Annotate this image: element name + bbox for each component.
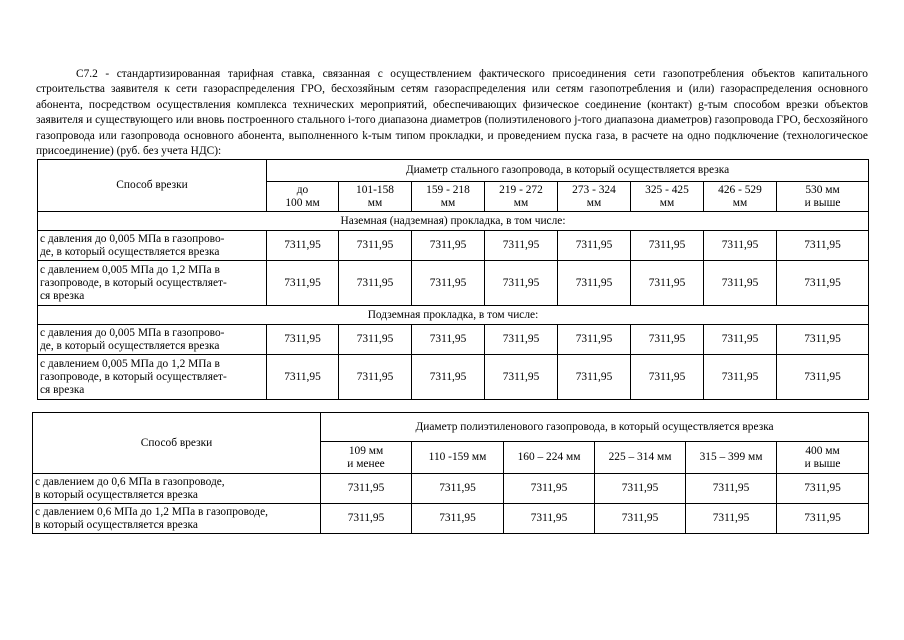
price-value: 7311,95 bbox=[356, 370, 394, 383]
price-cell bbox=[686, 474, 777, 504]
column-header bbox=[686, 442, 777, 474]
price-value: 7311,95 bbox=[648, 370, 686, 383]
price-value: 7311,95 bbox=[712, 482, 750, 494]
row-label-line: де, в который осуществляется врезка bbox=[40, 339, 220, 352]
price-cell bbox=[631, 231, 704, 261]
column-header-line: 225 – 314 мм bbox=[608, 451, 672, 463]
price-value: 7311,95 bbox=[530, 482, 568, 494]
price-cell bbox=[412, 474, 504, 504]
group-header-text: Диаметр полиэтиленового газопровода, в который осуществляется врезка bbox=[415, 420, 774, 433]
column-header-line: до bbox=[296, 183, 309, 196]
column-header bbox=[631, 182, 704, 212]
section-title-text: Наземная (надземная) прокладка, в том числе: bbox=[340, 214, 566, 227]
column-header-line: 109 мм bbox=[348, 444, 384, 457]
column-header-line: мм bbox=[367, 196, 383, 209]
price-value: 7311,95 bbox=[429, 276, 467, 289]
column-header-line: 325 - 425 bbox=[645, 183, 689, 196]
price-value: 7311,95 bbox=[804, 370, 841, 383]
column-header-line: мм bbox=[659, 196, 675, 209]
row-label-line: с давлением 0,6 МПа до 1,2 МПа в газопроводе, bbox=[35, 505, 268, 518]
column-header bbox=[412, 182, 485, 212]
price-cell bbox=[631, 261, 704, 306]
column-header-line: 426 - 529 bbox=[718, 183, 762, 196]
price-cell bbox=[504, 474, 595, 504]
polyethylene-pipe-table bbox=[32, 412, 869, 534]
price-cell bbox=[412, 261, 485, 306]
price-cell bbox=[777, 355, 869, 400]
price-cell bbox=[321, 504, 412, 534]
price-value: 7311,95 bbox=[284, 239, 321, 251]
price-cell bbox=[339, 325, 412, 355]
price-cell bbox=[267, 325, 339, 355]
column-header-line: 400 мм bbox=[805, 444, 840, 457]
table-header-row bbox=[33, 413, 869, 442]
price-cell bbox=[485, 261, 558, 306]
row-label-line: ся врезка bbox=[40, 383, 85, 396]
price-value: 7311,95 bbox=[621, 482, 659, 494]
section-title-row bbox=[38, 212, 869, 231]
price-cell bbox=[631, 355, 704, 400]
table-row bbox=[33, 474, 869, 504]
price-value: 7311,95 bbox=[502, 276, 540, 289]
row-label bbox=[33, 504, 321, 534]
method-header-text: Способ врезки bbox=[116, 179, 188, 191]
row-label-line: де, в который осуществляется врезка bbox=[40, 245, 220, 258]
price-cell bbox=[777, 231, 869, 261]
column-header-line: 219 - 272 bbox=[499, 183, 543, 196]
price-cell bbox=[485, 325, 558, 355]
price-value: 7311,95 bbox=[502, 333, 540, 345]
price-cell bbox=[558, 355, 631, 400]
price-value: 7311,95 bbox=[429, 370, 467, 383]
price-value: 7311,95 bbox=[804, 239, 841, 251]
price-value: 7311,95 bbox=[356, 239, 394, 251]
price-cell bbox=[412, 231, 485, 261]
row-label-line: с давлением до 0,6 МПа в газопроводе, bbox=[35, 475, 225, 488]
price-cell bbox=[321, 474, 412, 504]
price-cell bbox=[504, 504, 595, 534]
price-cell bbox=[558, 325, 631, 355]
column-header-line: 273 - 324 bbox=[572, 183, 616, 196]
column-header-line: 160 – 224 мм bbox=[517, 451, 581, 463]
group-header bbox=[267, 160, 869, 182]
price-value: 7311,95 bbox=[439, 482, 476, 494]
column-header bbox=[595, 442, 686, 474]
section-title-row bbox=[38, 306, 869, 325]
row-label bbox=[33, 474, 321, 504]
column-header-line: 100 мм bbox=[285, 196, 320, 209]
method-header-text: Способ врезки bbox=[140, 436, 213, 449]
column-header-line: и менее bbox=[347, 457, 385, 470]
price-cell bbox=[339, 231, 412, 261]
row-label bbox=[38, 231, 267, 261]
row-label-line: в который осуществляется врезка bbox=[35, 518, 198, 531]
price-value: 7311,95 bbox=[575, 333, 613, 345]
group-header-text: Диаметр стального газопровода, в который осуществляется врезка bbox=[405, 164, 730, 176]
price-value: 7311,95 bbox=[721, 333, 759, 345]
column-header-line: 530 мм bbox=[805, 183, 840, 196]
price-cell bbox=[485, 231, 558, 261]
column-header-line: 110 -159 мм bbox=[428, 451, 487, 463]
column-header bbox=[339, 182, 412, 212]
steel-pipe-table bbox=[37, 159, 869, 400]
price-value: 7311,95 bbox=[721, 239, 759, 251]
row-label-line: с давлением 0,005 МПа до 1,2 МПа в bbox=[40, 357, 220, 370]
column-header bbox=[777, 182, 869, 212]
price-value: 7311,95 bbox=[284, 333, 321, 345]
price-value: 7311,95 bbox=[621, 512, 659, 524]
column-header bbox=[777, 442, 869, 474]
price-cell bbox=[704, 325, 777, 355]
price-cell bbox=[412, 325, 485, 355]
row-label-line: газопроводе, в который осуществляет- bbox=[40, 276, 227, 289]
group-header bbox=[321, 413, 869, 442]
price-value: 7311,95 bbox=[439, 512, 476, 524]
price-cell bbox=[267, 231, 339, 261]
price-cell bbox=[686, 504, 777, 534]
price-cell bbox=[558, 261, 631, 306]
price-cell bbox=[485, 355, 558, 400]
price-value: 7311,95 bbox=[356, 333, 394, 345]
price-value: 7311,95 bbox=[804, 512, 841, 524]
price-cell bbox=[412, 355, 485, 400]
price-cell bbox=[631, 325, 704, 355]
price-value: 7311,95 bbox=[502, 239, 540, 251]
section-title bbox=[38, 212, 869, 231]
price-value: 7311,95 bbox=[284, 370, 321, 383]
column-header-line: мм bbox=[440, 196, 456, 209]
price-value: 7311,95 bbox=[347, 482, 385, 494]
column-header-line: мм bbox=[586, 196, 602, 209]
price-cell bbox=[777, 504, 869, 534]
price-value: 7311,95 bbox=[530, 512, 568, 524]
row-label bbox=[38, 261, 267, 306]
tariff-description: С7.2 - стандартизированная тарифная ставка, связанная с осуществлением фактического присоединения сети газопотребления объектов капитального строительства заявителя к сети газораспределения ГРО, бесхозяйным сетям газораспределения или сетям газопотребления и (или) газораспределения основного абонента, посредством осуществления комплекса технических мероприятий, обеспечивающих физическое соединение (контакт) g-тым способом врезки объектов заявителя и существующего или вновь построенного стального i-того диапазона диаметров (полиэтиленового j-того диапазона диаметров) газопровода ГРО, бесхозяйного газопровода или газопровода основного абонента, выполненного k-тым типом прокладки, и проведением пуска газа, в расчете на одно подключение (технологическое присоединение) (руб. без учета НДС): bbox=[36, 68, 868, 158]
column-header bbox=[558, 182, 631, 212]
row-label-line: с давлением 0,005 МПа до 1,2 МПа в bbox=[40, 263, 220, 276]
row-label-line: в который осуществляется врезка bbox=[35, 488, 198, 501]
price-value: 7311,95 bbox=[721, 276, 759, 289]
price-value: 7311,95 bbox=[804, 276, 841, 289]
price-cell bbox=[558, 231, 631, 261]
price-cell bbox=[339, 355, 412, 400]
price-value: 7311,95 bbox=[648, 333, 686, 345]
column-header-line: 101-158 bbox=[356, 183, 394, 196]
row-label-line: газопроводе, в который осуществляет- bbox=[40, 370, 227, 383]
row-label bbox=[38, 325, 267, 355]
price-cell bbox=[704, 355, 777, 400]
price-value: 7311,95 bbox=[804, 333, 841, 345]
price-value: 7311,95 bbox=[721, 370, 759, 383]
price-value: 7311,95 bbox=[648, 239, 686, 251]
price-cell bbox=[267, 261, 339, 306]
price-value: 7311,95 bbox=[502, 370, 540, 383]
price-value: 7311,95 bbox=[575, 239, 613, 251]
price-cell bbox=[339, 261, 412, 306]
price-cell bbox=[777, 261, 869, 306]
row-label-line: с давления до 0,005 МПа в газопрово- bbox=[40, 326, 225, 339]
method-header bbox=[38, 160, 267, 212]
price-cell bbox=[595, 474, 686, 504]
section-title bbox=[38, 306, 869, 325]
column-header bbox=[412, 442, 504, 474]
section-title-text: Подземная прокладка, в том числе: bbox=[367, 308, 539, 321]
row-label bbox=[38, 355, 267, 400]
price-cell bbox=[704, 231, 777, 261]
column-header bbox=[321, 442, 412, 474]
table-row bbox=[38, 325, 869, 355]
column-header bbox=[504, 442, 595, 474]
column-header-line: 315 – 399 мм bbox=[699, 451, 763, 463]
column-header bbox=[485, 182, 558, 212]
method-header bbox=[33, 413, 321, 474]
price-value: 7311,95 bbox=[804, 482, 841, 494]
price-value: 7311,95 bbox=[575, 276, 613, 289]
column-header-line: мм bbox=[732, 196, 748, 209]
row-label-line: ся врезка bbox=[40, 289, 85, 302]
row-label-line: с давления до 0,005 МПа в газопрово- bbox=[40, 232, 225, 245]
column-header-line: мм bbox=[513, 196, 529, 209]
price-value: 7311,95 bbox=[712, 512, 750, 524]
price-cell bbox=[777, 325, 869, 355]
price-cell bbox=[595, 504, 686, 534]
price-cell bbox=[412, 504, 504, 534]
table-header-row bbox=[38, 160, 869, 182]
price-value: 7311,95 bbox=[648, 276, 686, 289]
price-cell bbox=[267, 355, 339, 400]
price-value: 7311,95 bbox=[347, 512, 385, 524]
column-header-line: и выше bbox=[804, 457, 841, 470]
price-value: 7311,95 bbox=[284, 276, 321, 289]
table-row bbox=[38, 261, 869, 306]
column-header-line: и выше bbox=[804, 196, 841, 209]
table-row bbox=[38, 355, 869, 400]
table-row bbox=[33, 504, 869, 534]
price-value: 7311,95 bbox=[429, 333, 467, 345]
price-value: 7311,95 bbox=[356, 276, 394, 289]
price-cell bbox=[704, 261, 777, 306]
price-value: 7311,95 bbox=[575, 370, 613, 383]
price-value: 7311,95 bbox=[429, 239, 467, 251]
price-cell bbox=[777, 474, 869, 504]
column-header bbox=[704, 182, 777, 212]
column-header bbox=[267, 182, 339, 212]
column-header-line: 159 - 218 bbox=[426, 183, 470, 196]
table-row bbox=[38, 231, 869, 261]
